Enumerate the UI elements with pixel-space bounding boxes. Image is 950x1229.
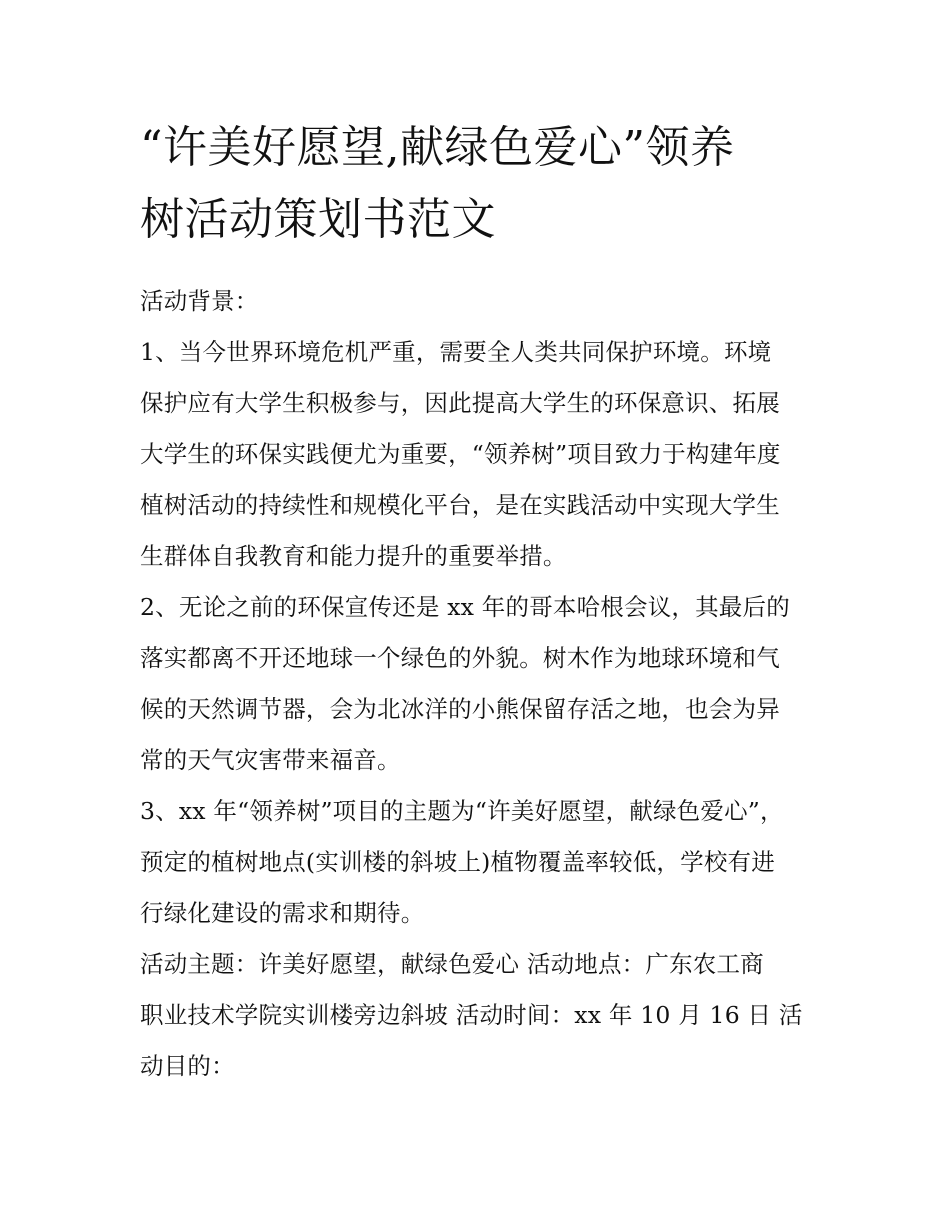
paragraph-line: 生群体自我教育和能力提升的重要举措。	[140, 542, 567, 570]
paragraph-line: 活动主题：许美好愿望，献绿色爱心 活动地点：广东农工商	[140, 950, 764, 978]
document-body	[140, 112, 815, 1092]
paragraph-line: 植树活动的持续性和规模化平台，是在实践活动中实现大学生	[140, 491, 780, 519]
paragraph-line: 行绿化建设的需求和期待。	[140, 899, 425, 927]
paragraph-line: 动目的：	[140, 1052, 235, 1080]
section-heading-background: 活动背景：	[140, 287, 259, 315]
paragraph-line: 职业技术学院实训楼旁边斜坡 活动时间：xx 年 10 月 16 日 活	[140, 1001, 803, 1029]
paragraph-line: 2、无论之前的环保宣传还是 xx 年的哥本哈根会议，其最后的	[140, 593, 790, 621]
paragraph-line: 3、xx 年“领养树”项目的主题为“许美好愿望，献绿色爱心”，	[140, 797, 784, 825]
title-line: 树活动策划书范文	[140, 194, 496, 245]
paragraph-line: 候的天然调节器，会为北冰洋的小熊保留存活之地，也会为异	[140, 695, 780, 723]
paragraph-line: 1、当今世界环境危机严重，需要全人类共同保护环境。环境	[140, 338, 772, 366]
paragraph-line: 预定的植树地点(实训楼的斜坡上)植物覆盖率较低，学校有进	[140, 848, 775, 876]
paragraph-line: 大学生的环保实践便尤为重要，“领养树”项目致力于构建年度	[140, 440, 781, 468]
paragraph-line: 常的天气灾害带来福音。	[140, 746, 401, 774]
document-title	[140, 112, 815, 256]
paragraph-line: 落实都离不开还地球一个绿色的外貌。树木作为地球环境和气	[140, 644, 780, 672]
paragraph-line: 保护应有大学生积极参与，因此提高大学生的环保意识、拓展	[140, 389, 780, 417]
title-line: “许美好愿望,献绿色爱心”领养	[140, 122, 735, 173]
